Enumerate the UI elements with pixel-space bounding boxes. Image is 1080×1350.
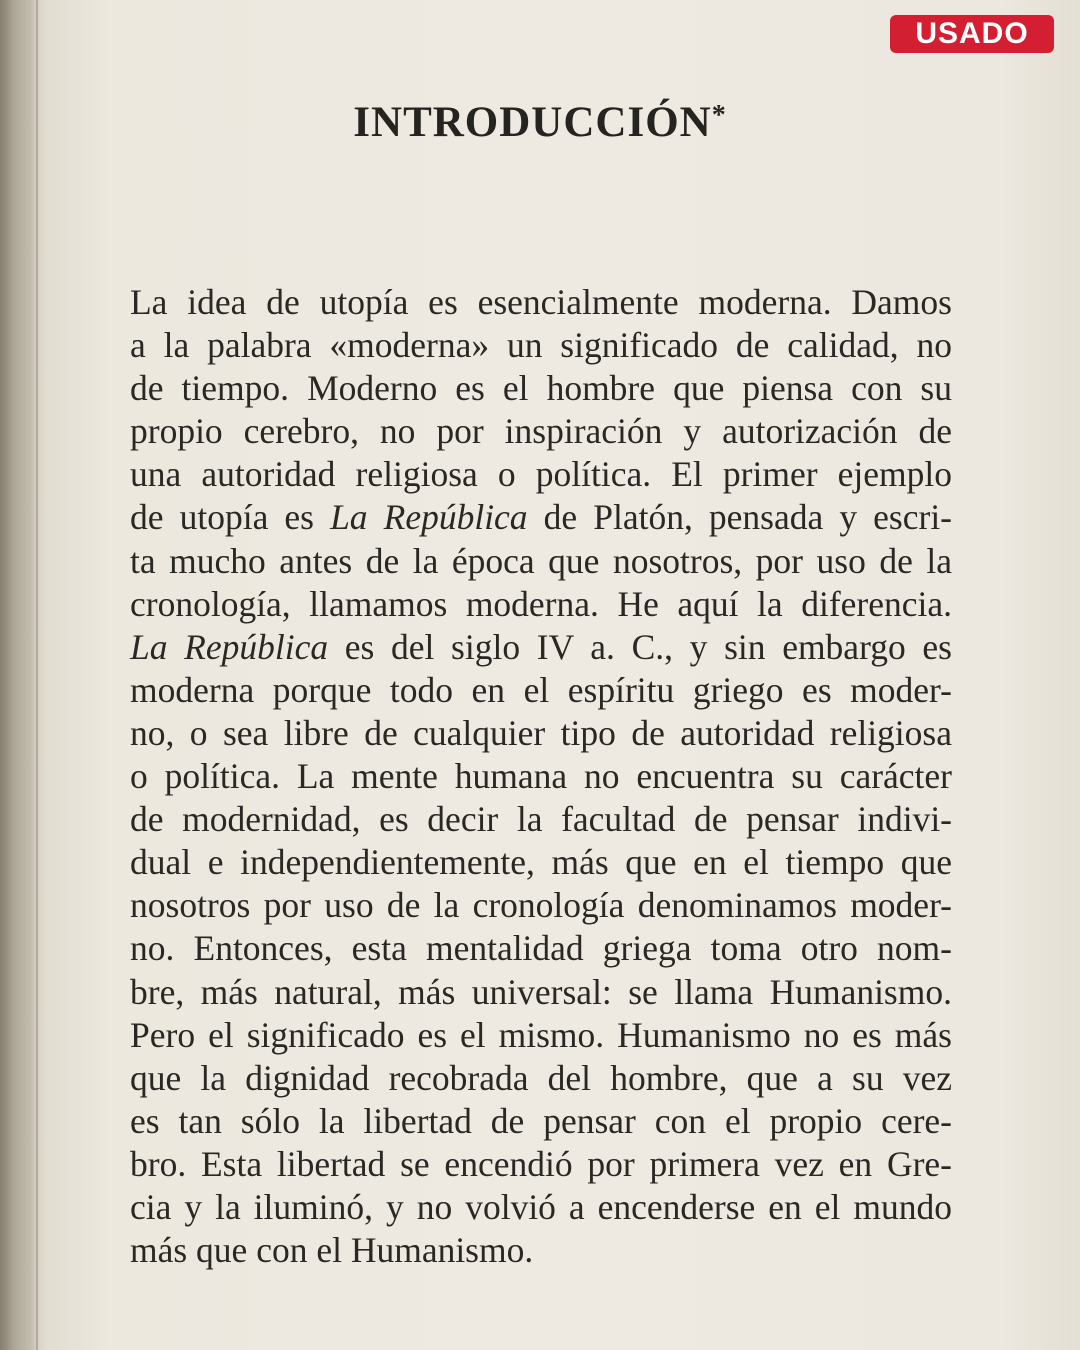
- text-line: [130, 453, 952, 496]
- text-run: o política. La mente humana no encuentra su carácter: [130, 756, 952, 797]
- text-line: [130, 281, 952, 324]
- text-line: [130, 755, 952, 798]
- footnote-marker: *: [711, 100, 727, 131]
- page-edge: [36, 0, 38, 1350]
- book-gutter-shadow: [0, 0, 40, 1350]
- text-line: [130, 971, 952, 1014]
- text-line: [130, 367, 952, 410]
- text-line: [130, 798, 952, 841]
- text-run: ta mucho antes de la época que nosotros, por uso de la: [130, 540, 952, 581]
- text-run: de Platón, pensada y escri-: [527, 497, 952, 538]
- text-run: más que con el Humanismo.: [130, 1230, 534, 1271]
- chapter-title: INTRODUCCIÓN: [353, 99, 712, 146]
- text-line: [130, 841, 952, 884]
- text-line: [130, 324, 952, 367]
- text-line: [130, 540, 952, 583]
- text-line: [130, 410, 952, 453]
- body-paragraph: [130, 281, 952, 1272]
- text-run: cronología, llamamos moderna. He aquí la diferencia.: [130, 583, 952, 624]
- text-run: La idea de utopía es esencialmente moderna. Damos: [130, 282, 952, 322]
- italic-book-title: La República: [330, 497, 528, 538]
- text-run: cia y la iluminó, y no volvió a encenderse en el mundo: [130, 1186, 952, 1227]
- text-line: [130, 1014, 952, 1057]
- text-run: es del siglo IV a. C., y sin embargo es: [328, 626, 952, 667]
- text-run: de tiempo. Moderno es el hombre que piensa con su: [130, 368, 952, 409]
- text-line: [130, 712, 952, 755]
- text-run: Pero el significado es el mismo. Humanismo no es más: [130, 1014, 952, 1055]
- text-run: nosotros por uso de la cronología denominamos moder-: [130, 885, 952, 926]
- text-run: de utopía es: [130, 497, 331, 538]
- text-line: [130, 626, 952, 669]
- text-run: de modernidad, es decir la facultad de pensar indivi-: [130, 799, 952, 840]
- text-run: que la dignidad recobrada del hombre, que a su vez: [130, 1057, 952, 1098]
- text-run: es tan sólo la libertad de pensar con el propio cere-: [130, 1100, 952, 1141]
- text-run: bro. Esta libertad se encendió por primera vez en Gre-: [130, 1143, 952, 1184]
- text-line: [130, 1143, 952, 1186]
- italic-book-title: La República: [130, 626, 329, 667]
- text-line: [130, 496, 952, 539]
- chapter-heading: [0, 98, 1080, 147]
- text-line: [130, 669, 952, 712]
- text-run: una autoridad religiosa o política. El primer ejemplo: [130, 454, 952, 495]
- text-run: bre, más natural, más universal: se llama Humanismo.: [130, 971, 952, 1012]
- text-line: [130, 1057, 952, 1100]
- text-line: [130, 927, 952, 970]
- text-line: [130, 1229, 952, 1272]
- text-run: a la palabra «moderna» un significado de calidad, no: [130, 325, 952, 366]
- used-condition-badge: USADO: [890, 15, 1054, 53]
- text-run: propio cerebro, no por inspiración y autorización de: [130, 411, 952, 452]
- text-line: [130, 583, 952, 626]
- text-run: moderna porque todo en el espíritu griego es moder-: [130, 669, 952, 710]
- text-line: [130, 1100, 952, 1143]
- text-run: no. Entonces, esta mentalidad griega toma otro nom-: [130, 928, 952, 969]
- text-run: no, o sea libre de cualquier tipo de autoridad religiosa: [130, 712, 952, 753]
- text-run: dual e independientemente, más que en el tiempo que: [130, 842, 952, 883]
- reverse-side-show-through: [130, 0, 960, 300]
- text-line: [130, 1186, 952, 1229]
- text-line: [130, 884, 952, 927]
